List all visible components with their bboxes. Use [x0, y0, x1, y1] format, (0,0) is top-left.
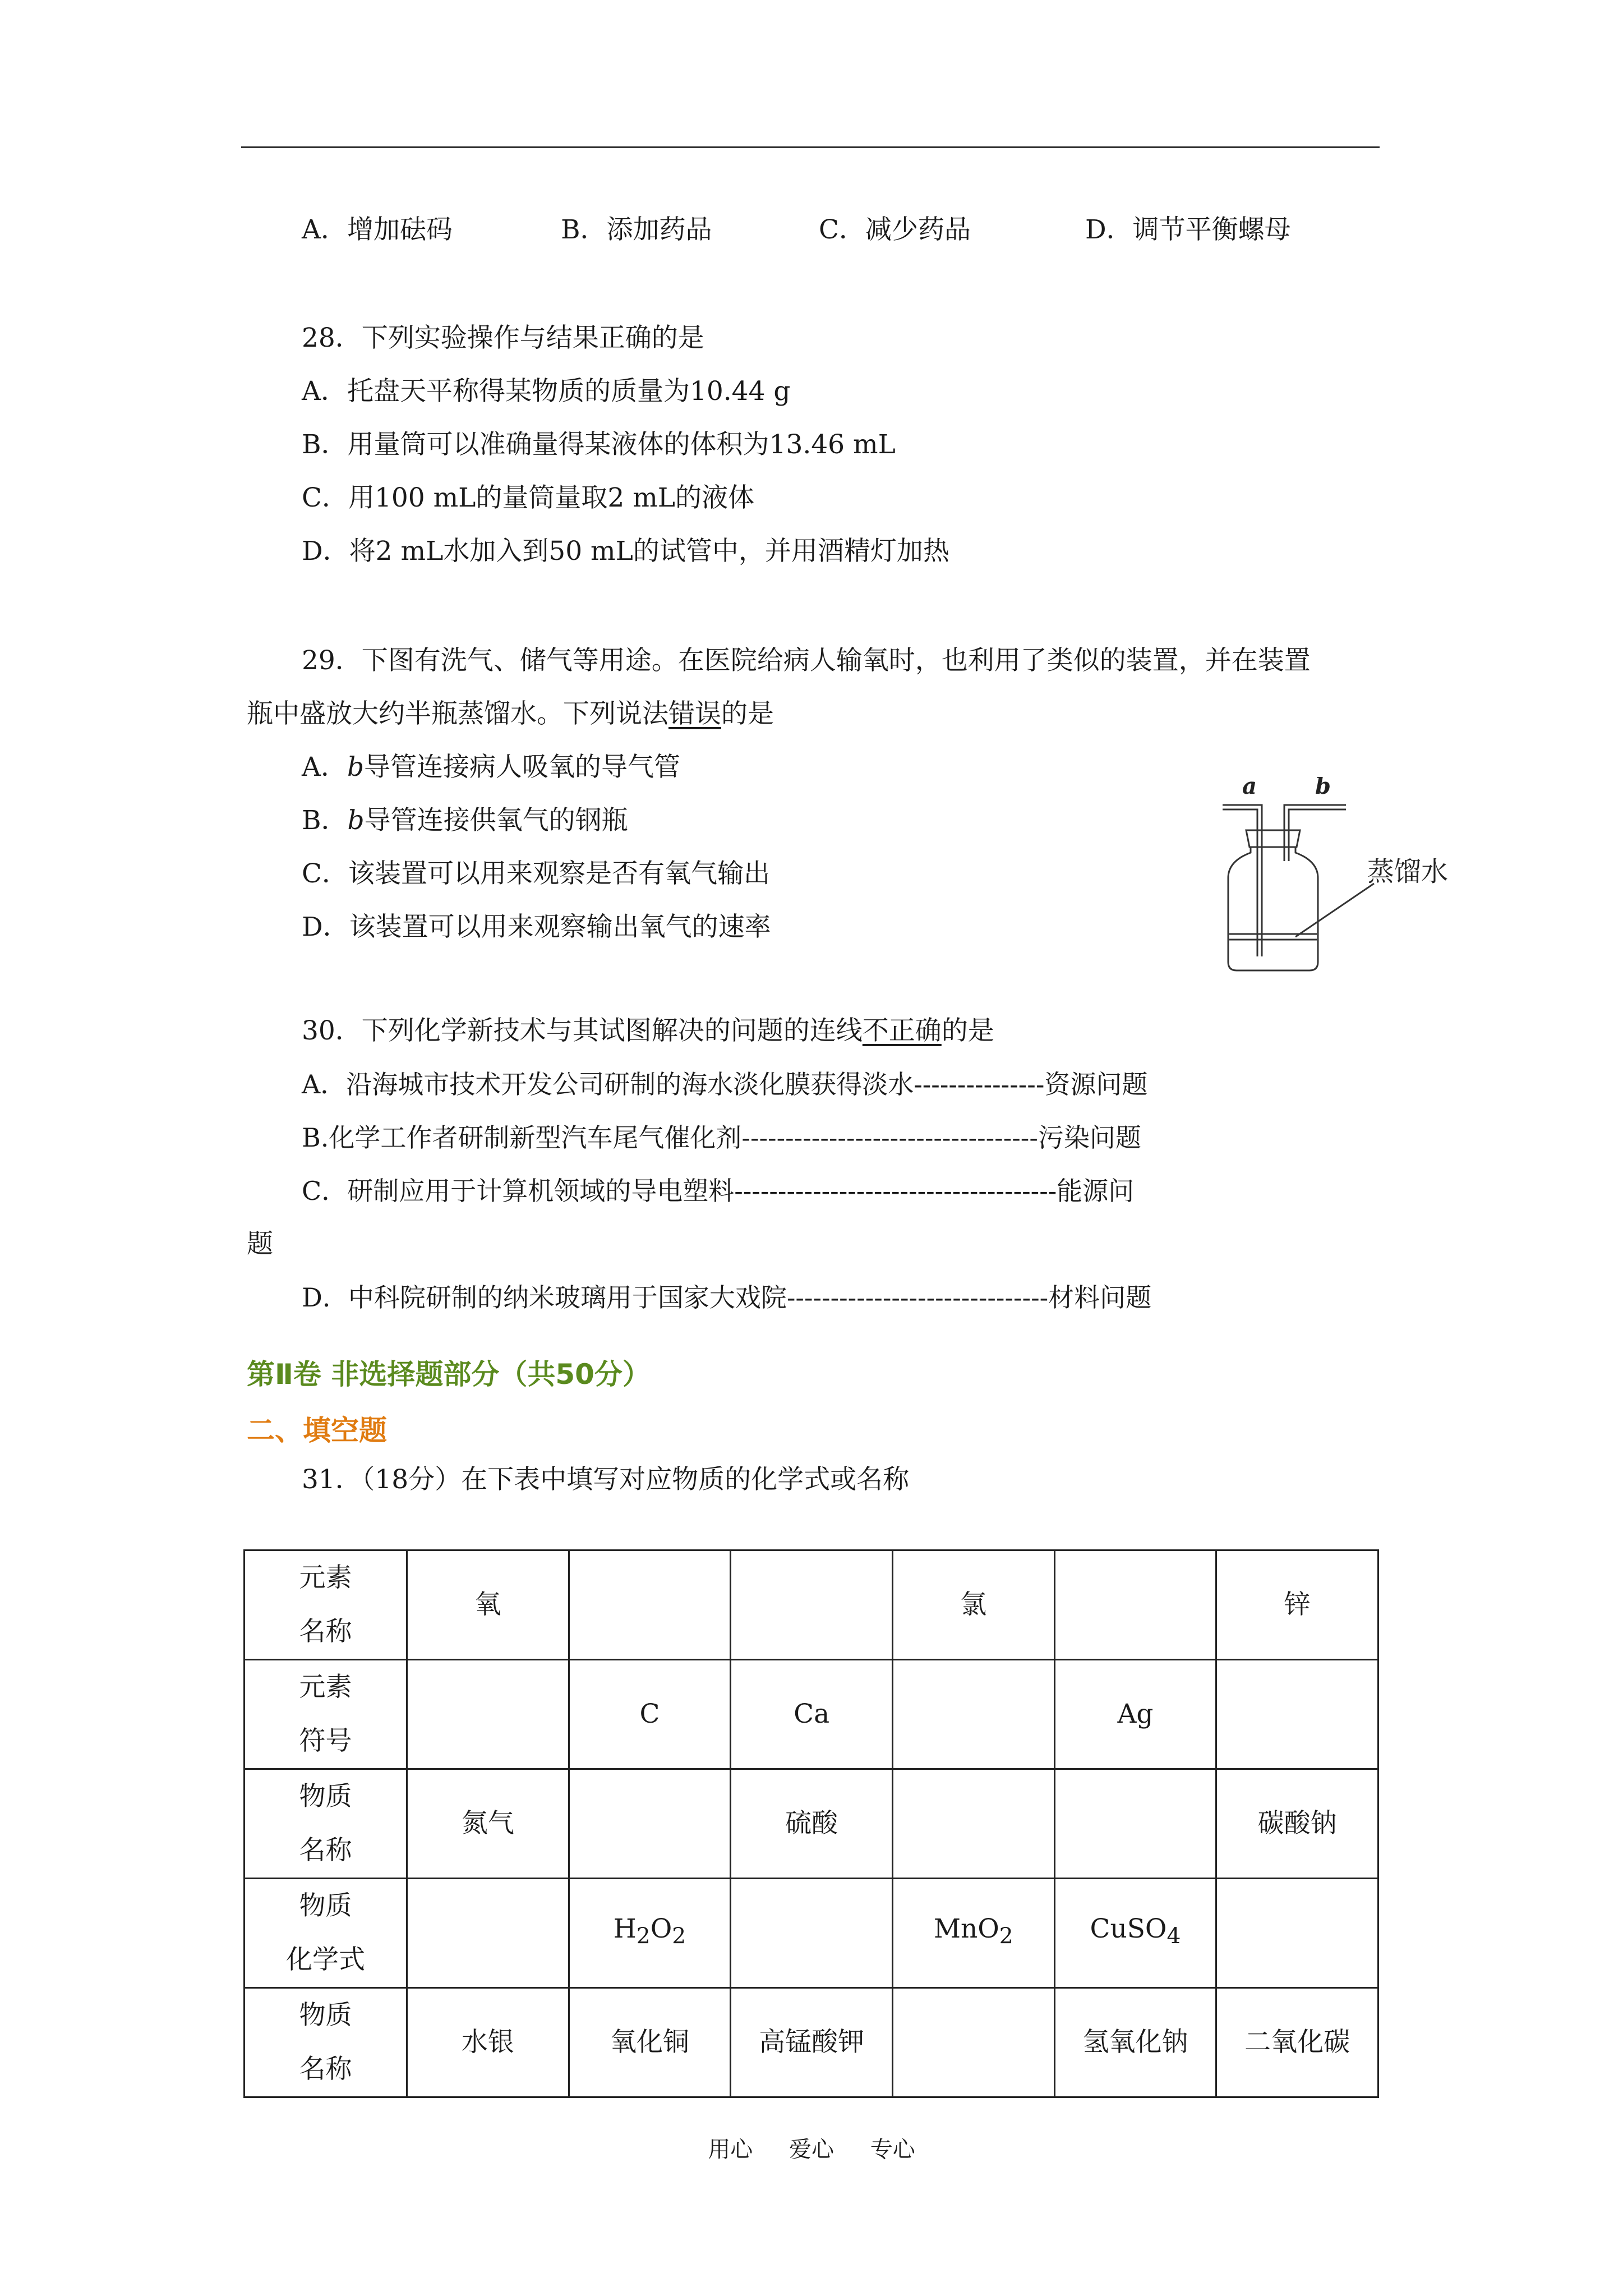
q29-option-d-letter: D． — [302, 912, 349, 942]
table-cell[interactable]: 锌 — [1216, 1550, 1378, 1660]
q28-option-d: D．将2 mL水加入到50 mL的试管中，并用酒精灯加热 — [302, 536, 949, 567]
q29-stem-pre: 瓶中盛放大约半瓶蒸馏水。下列说法 — [247, 698, 668, 729]
q28-option-b: B．用量筒可以准确量得某液体的体积为13.46 mL — [302, 429, 896, 460]
footer-item: 专心 — [870, 2137, 915, 2162]
table-cell[interactable] — [1216, 1879, 1378, 1988]
q29-option-b-var: b — [347, 805, 365, 836]
q29-option-b — [302, 804, 628, 838]
page-footer — [0, 2132, 1623, 2164]
footer-item: 爱心 — [789, 2137, 834, 2162]
table-cell[interactable]: 高锰酸钾 — [731, 1988, 893, 2097]
header-rule — [241, 146, 1380, 148]
q29-stem-underlined: 错误 — [668, 698, 721, 729]
table-row — [245, 1879, 1378, 1988]
q27-option-a: A．增加砝码 — [302, 214, 453, 245]
q29-option-a — [302, 751, 680, 784]
q29-option-b-letter: B． — [302, 805, 348, 836]
row-header: 物质 化学式 — [245, 1879, 407, 1988]
row-header: 物质 名称 — [245, 1769, 407, 1879]
q28-option-a: A．托盘天平称得某物质的质量为10.44 g — [302, 376, 791, 407]
q29-option-c — [302, 857, 770, 891]
section-2-subtitle: 二、填空题 — [247, 1414, 387, 1447]
table-cell[interactable] — [407, 1660, 569, 1769]
q31-table — [243, 1549, 1379, 2098]
table-cell[interactable]: 碳酸钠 — [1216, 1769, 1378, 1879]
q29-stem-line1: 29．下图有洗气、储气等用途。在医院给病人输氧时，也利用了类似的装置，并在装置 — [302, 645, 1311, 676]
table-cell[interactable] — [1216, 1660, 1378, 1769]
tube-a-inner — [1223, 809, 1257, 839]
formula-mno2: MnO$_2$ — [892, 1879, 1054, 1988]
q29-option-a-var: b — [347, 752, 365, 783]
q28-stem: 28．下列实验操作与结果正确的是 — [302, 323, 704, 353]
q29-option-a-text: 导管连接病人吸氧的导气管 — [364, 752, 681, 783]
table-cell[interactable] — [731, 1550, 893, 1660]
q30-option-c-cont: 题 — [247, 1228, 273, 1259]
table-row — [245, 1769, 1378, 1879]
table-cell[interactable]: 二氧化碳 — [1216, 1988, 1378, 2097]
q29-option-a-letter: A． — [302, 752, 347, 783]
q27-option-b: B．添加药品 — [561, 214, 712, 245]
formula-cuso4: CuSO$_4$ — [1054, 1879, 1216, 1988]
table-cell[interactable]: 氢氧化钠 — [1054, 1988, 1216, 2097]
figure-label-b: b — [1315, 777, 1331, 799]
q30-option-b: B.化学工作者研制新型汽车尾气催化剂----------------------------------污染问题 — [302, 1122, 1141, 1153]
table-cell[interactable] — [1054, 1550, 1216, 1660]
q30-option-d: D．中科院研制的纳米玻璃用于国家大戏院------------------------------材料问题 — [302, 1282, 1152, 1313]
table-cell[interactable]: C — [569, 1660, 731, 1769]
row-header: 元素 符号 — [245, 1660, 407, 1769]
q29-option-c-text: 该装置可以用来观察是否有氧气输出 — [348, 858, 770, 889]
q30-stem — [302, 1014, 994, 1048]
row-header: 元素 名称 — [245, 1550, 407, 1660]
q30-stem-pre: 30．下列化学新技术与其试图解决的问题的连线 — [302, 1015, 863, 1046]
table-cell[interactable] — [569, 1769, 731, 1879]
section-2-title: 第Ⅱ卷 非选择题部分（共50分） — [247, 1358, 651, 1391]
table-cell[interactable] — [892, 1769, 1054, 1879]
q31-stem: 31．（18分）在下表中填写对应物质的化学式或名称 — [302, 1464, 910, 1495]
table-cell[interactable] — [1054, 1769, 1216, 1879]
figure-label-liquid: 蒸馏水 — [1367, 856, 1449, 887]
table-cell[interactable]: 硫酸 — [731, 1769, 893, 1879]
table-cell[interactable] — [892, 1660, 1054, 1769]
table-cell[interactable]: Ca — [731, 1660, 893, 1769]
q30-stem-underlined: 不正确 — [862, 1015, 942, 1046]
q27-option-d: D．调节平衡螺母 — [1085, 214, 1291, 245]
q30-option-a: A．沿海城市技术开发公司研制的海水淡化膜获得淡水---------------资源问题 — [302, 1069, 1148, 1099]
q29-option-c-letter: C． — [302, 858, 348, 889]
table-row — [245, 1550, 1378, 1660]
q30-option-c: C．研制应用于计算机领域的导电塑料-------------------------------------能源问 — [302, 1176, 1135, 1206]
q29-option-d-text: 该装置可以用来观察输出氧气的速率 — [349, 912, 771, 942]
figure-label-a: a — [1242, 777, 1257, 799]
table-cell[interactable]: 氯 — [892, 1550, 1054, 1660]
table-cell[interactable] — [731, 1879, 893, 1988]
q29-option-d — [302, 910, 771, 944]
q29-stem-line2 — [247, 697, 774, 731]
table-row — [245, 1988, 1378, 2097]
tube-b-inner — [1289, 809, 1346, 839]
q30-stem-post: 的是 — [941, 1015, 994, 1046]
table-cell[interactable]: 水银 — [407, 1988, 569, 2097]
table-cell[interactable]: Ag — [1054, 1660, 1216, 1769]
q28-option-c: C．用100 mL的量筒量取2 mL的液体 — [302, 482, 755, 513]
footer-item: 用心 — [708, 2137, 753, 2162]
table-row — [245, 1660, 1378, 1769]
q29-stem-post: 的是 — [721, 698, 774, 729]
q27-option-c: C．减少药品 — [819, 214, 971, 245]
table-cell[interactable]: 氧化铜 — [569, 1988, 731, 2097]
formula-h2o2: $H_2O_2$ — [569, 1879, 731, 1988]
gas-washing-bottle-figure — [1211, 777, 1486, 979]
row-header: 物质 名称 — [245, 1988, 407, 2097]
table-cell[interactable] — [407, 1879, 569, 1988]
table-cell[interactable]: 氮气 — [407, 1769, 569, 1879]
table-cell[interactable]: 氧 — [407, 1550, 569, 1660]
table-cell[interactable] — [569, 1550, 731, 1660]
table-cell[interactable] — [892, 1988, 1054, 2097]
q29-option-b-text: 导管连接供氧气的钢瓶 — [364, 805, 628, 836]
